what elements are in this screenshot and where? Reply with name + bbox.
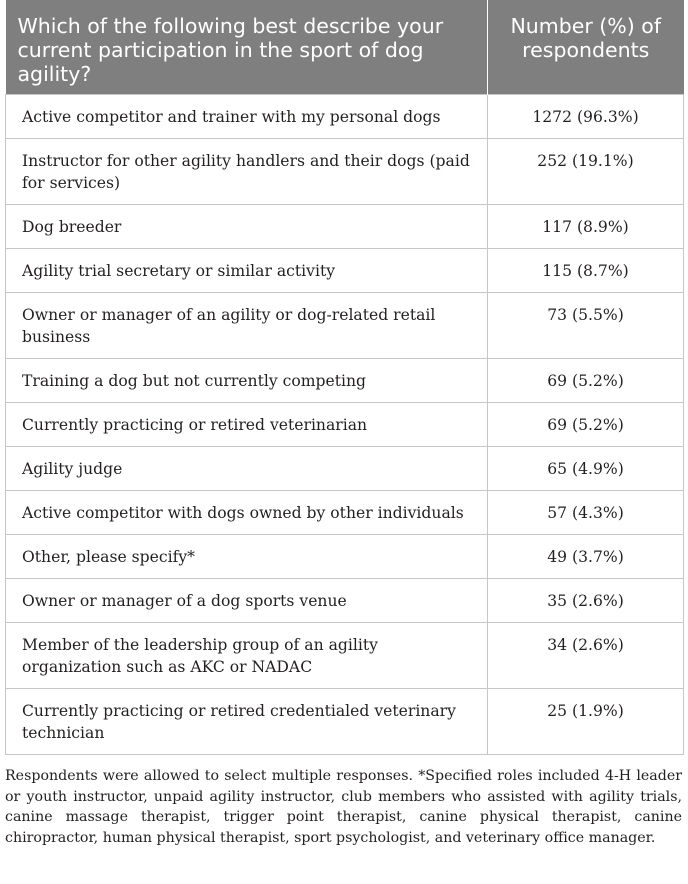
participation-table xyxy=(5,0,684,755)
table-row xyxy=(6,139,684,205)
row-value: 69 (5.2%) xyxy=(488,359,684,403)
row-label: Owner or manager of an agility or dog-related retail business xyxy=(6,293,488,359)
row-value: 49 (3.7%) xyxy=(488,535,684,579)
row-value: 73 (5.5%) xyxy=(488,293,684,359)
row-value: 35 (2.6%) xyxy=(488,579,684,623)
row-value: 25 (1.9%) xyxy=(488,689,684,755)
table-row xyxy=(6,535,684,579)
table-row xyxy=(6,447,684,491)
row-label: Instructor for other agility handlers and their dogs (paid for services) xyxy=(6,139,488,205)
header-count: Number (%) of respondents xyxy=(488,0,684,95)
row-label: Active competitor with dogs owned by other individuals xyxy=(6,491,488,535)
row-value: 115 (8.7%) xyxy=(488,249,684,293)
table-footnote: Respondents were allowed to select multiple responses. *Specified roles included 4-H leader or youth instructor, unpaid agility instructor, club members who assisted with agility trials, canine massage therapist, trigger point therapist, canine physical therapist, canine chiropractor, human physical therapist, sport psychologist, and veterinary office manager. xyxy=(5,768,682,846)
row-label: Training a dog but not currently competing xyxy=(6,359,488,403)
row-label: Member of the leadership group of an agility organization such as AKC or NADAC xyxy=(6,623,488,689)
table-row xyxy=(6,293,684,359)
table-row xyxy=(6,249,684,293)
row-label: Other, please specify* xyxy=(6,535,488,579)
table-row xyxy=(6,95,684,139)
row-value: 34 (2.6%) xyxy=(488,623,684,689)
row-label: Agility trial secretary or similar activity xyxy=(6,249,488,293)
row-value: 69 (5.2%) xyxy=(488,403,684,447)
header-question: Which of the following best describe your current participation in the sport of dog agility? xyxy=(6,0,488,95)
row-label: Agility judge xyxy=(6,447,488,491)
participation-table-figure xyxy=(5,0,683,862)
table-row xyxy=(6,689,684,755)
table-row xyxy=(6,491,684,535)
row-label: Dog breeder xyxy=(6,205,488,249)
row-value: 252 (19.1%) xyxy=(488,139,684,205)
table-header-row xyxy=(6,0,684,95)
table-row xyxy=(6,359,684,403)
row-value: 57 (4.3%) xyxy=(488,491,684,535)
row-value: 117 (8.9%) xyxy=(488,205,684,249)
row-value: 65 (4.9%) xyxy=(488,447,684,491)
row-value: 1272 (96.3%) xyxy=(488,95,684,139)
row-label: Currently practicing or retired veterinarian xyxy=(6,403,488,447)
table-row xyxy=(6,205,684,249)
row-label: Active competitor and trainer with my personal dogs xyxy=(6,95,488,139)
table-row xyxy=(6,579,684,623)
row-label: Owner or manager of a dog sports venue xyxy=(6,579,488,623)
table-row xyxy=(6,623,684,689)
row-label: Currently practicing or retired credentialed veterinary technician xyxy=(6,689,488,755)
table-row xyxy=(6,403,684,447)
